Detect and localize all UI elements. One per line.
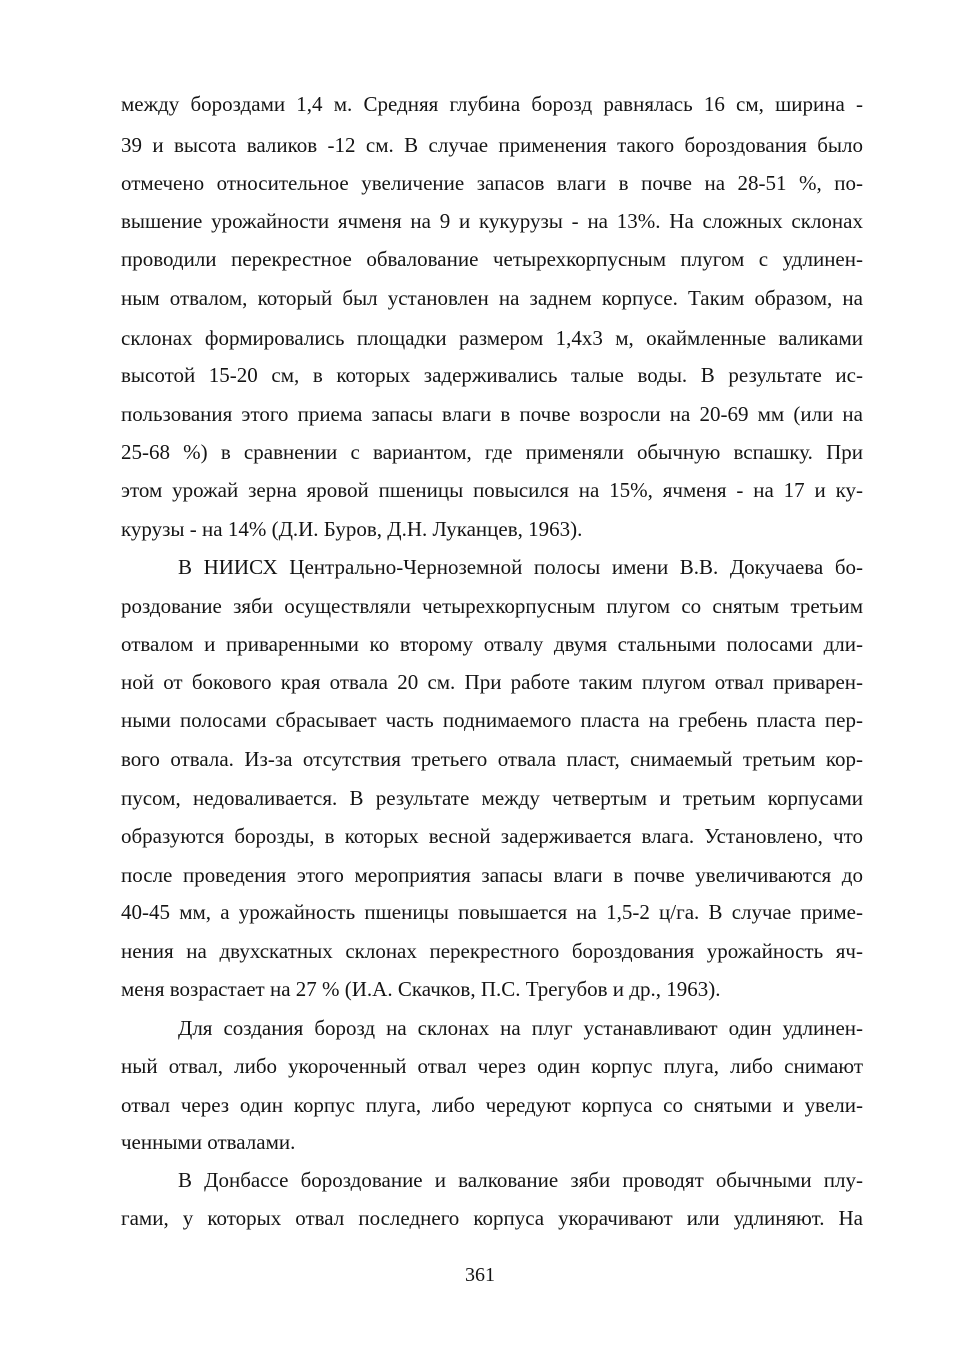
text-line: курузы - на 14% (Д.И. Буров, Д.Н. Луканцев, 1963).	[121, 517, 583, 541]
page-number: 361	[465, 1264, 495, 1286]
text-line: В НИИСХ Центрально-Черноземной полосы имени В.В. Докучаева бо-	[178, 555, 863, 579]
text-line: гами, у которых отвал последнего корпуса укорачивают или удлиняют. На	[121, 1206, 863, 1230]
text-line: пользования этого приема запасы влаги в почве возросли на 20-69 мм (или на	[121, 402, 863, 426]
text-line: ным отвалом, который был установлен на заднем корпусе. Таким образом, на	[121, 286, 863, 310]
text-line: между бороздами 1,4 м. Средняя глубина борозд равнялась 16 см, ширина -	[121, 92, 863, 116]
text-line: ченными отвалами.	[121, 1130, 296, 1154]
text-line: нения на двухскатных склонах перекрестного бороздования урожайность яч-	[121, 939, 863, 963]
text-line: меня возрастает на 27 % (И.А. Скачков, П.С. Трегубов и др., 1963).	[121, 977, 721, 1001]
text-line: проводили перекрестное обвалование четырехкорпусным плугом с удлинен-	[121, 247, 863, 271]
text-line: 40-45 мм, а урожайность пшеницы повышается на 1,5-2 ц/га. В случае приме-	[121, 900, 863, 924]
text-line: отвалом и приваренными ко второму отвалу двумя стальными полосами дли-	[121, 632, 863, 656]
text-line: высотой 15-20 см, в которых задерживались талые воды. В результате ис-	[121, 363, 863, 387]
text-line: склонах формировались площадки размером 1,4x3 м, окаймленные валиками	[121, 326, 863, 350]
text-line: после проведения этого мероприятия запасы влаги в почве увеличиваются до	[121, 863, 863, 887]
text-line: ными полосами сбрасывает часть поднимаемого пласта на гребень пласта пер-	[121, 708, 863, 732]
text-line: ной от бокового края отвала 20 см. При работе таким плугом отвал приварен-	[121, 670, 863, 694]
text-line: отвал через один корпус плуга, либо чередуют корпуса со снятыми и увели-	[121, 1093, 863, 1117]
text-line: образуются борозды, в которых весной задерживается влага. Установлено, что	[121, 824, 863, 848]
text-line: вышение урожайности ячменя на 9 и кукурузы - на 13%. На сложных склонах	[121, 209, 863, 233]
text-line: Для создания борозд на склонах на плуг устанавливают один удлинен-	[178, 1016, 863, 1040]
text-line: вого отвала. Из-за отсутствия третьего отвала пласт, снимаемый третьим кор-	[121, 747, 863, 771]
text-line: пусом, недоваливается. В результате между четвертым и третьим корпусами	[121, 786, 863, 810]
text-line: В Донбассе бороздование и валкование зяби проводят обычными плу-	[178, 1168, 863, 1192]
text-line: 39 и высота валиков -12 см. В случае применения такого бороздования было	[121, 133, 863, 157]
text-line: этом урожай зерна яровой пшеницы повысился на 15%, ячменя - на 17 и ку-	[121, 478, 863, 502]
text-line: роздование зяби осуществляли четырехкорпусным плугом со снятым третьим	[121, 594, 863, 618]
text-line: отмечено относительное увеличение запасов влаги в почве на 28-51 %, по-	[121, 171, 863, 195]
text-line: 25-68 %) в сравнении с вариантом, где применяли обычную вспашку. При	[121, 440, 863, 464]
text-line: ный отвал, либо укороченный отвал через один корпус плуга, либо снимают	[121, 1054, 863, 1078]
